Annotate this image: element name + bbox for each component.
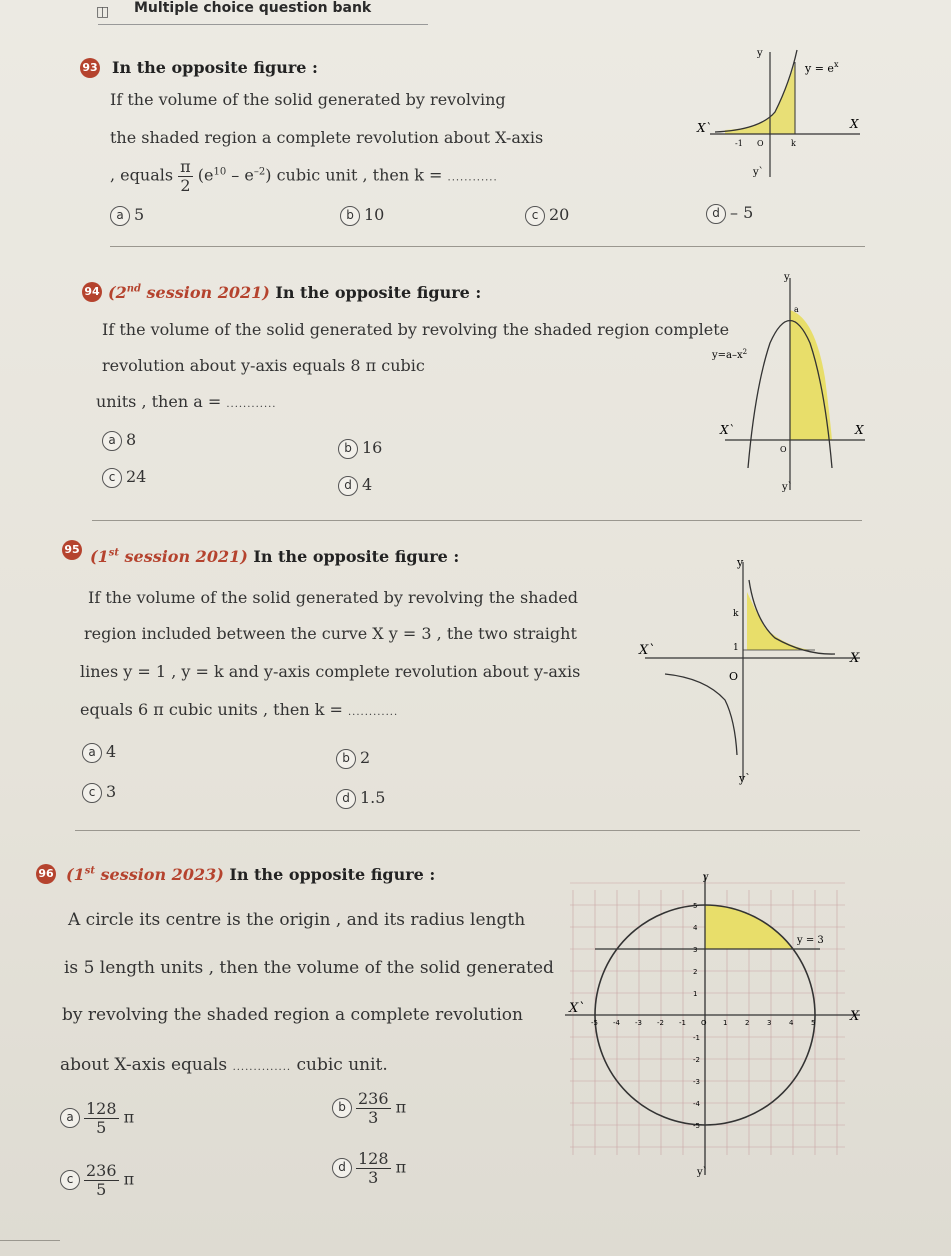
option-b[interactable] (336, 748, 370, 769)
y-prime-label: y` (753, 167, 764, 178)
option-letter: d (336, 789, 356, 809)
y-label: y (703, 872, 709, 883)
option-b[interactable] (338, 438, 382, 459)
origin-label: O (780, 445, 787, 454)
x-tick-label: -2 (657, 1019, 664, 1027)
x-tick-label: -5 (591, 1019, 598, 1027)
x-prime-label: X` (697, 121, 712, 135)
option-text: 20 (549, 205, 570, 224)
y-tick-label: 1 (693, 990, 698, 998)
question-text: equals 6 π cubic units , then k = ............ (80, 700, 399, 719)
y-label: y (737, 556, 744, 569)
x-prime-label: X` (569, 1001, 585, 1016)
question-heading: (1st session 2021) In the opposite figure : (90, 547, 460, 566)
x-ticks (591, 1019, 815, 1027)
x-tick-label: -1 (679, 1019, 686, 1027)
fraction: $\frac{\pi}{2}$ (180, 157, 191, 195)
question-text: revolution about y-axis equals 8 π cubic (102, 356, 425, 375)
option-b[interactable] (332, 1090, 406, 1126)
curve-lower (665, 674, 737, 755)
divider (75, 830, 860, 831)
x-label: X (855, 423, 864, 437)
question-heading: (1st session 2023) In the opposite figure : (66, 865, 436, 884)
fraction: $\frac{128}{3}$ (358, 1149, 389, 1187)
header-title: Multiple choice question bank (134, 0, 372, 16)
option-a[interactable] (102, 430, 136, 451)
option-letter: c (525, 206, 545, 226)
question-text: , equals $\frac{\pi}{2}$ $(e^{10} - e^{-2})$ cubic unit , then k = ............ (110, 157, 498, 195)
curve-label: $y = e^x$ (805, 60, 839, 75)
divider (92, 520, 862, 521)
question-heading: (2nd session 2021) In the opposite figure : (108, 283, 482, 302)
answer-blank[interactable]: .............. (232, 1062, 292, 1073)
x-tick-label: -4 (613, 1019, 620, 1027)
line-label: y = 3 (797, 935, 824, 946)
option-text: 24 (126, 467, 147, 486)
option-text: 4 (106, 742, 117, 761)
k-label: k (733, 609, 739, 619)
question-text: is 5 length units , then the volume of the solid generated (64, 958, 554, 978)
option-d[interactable] (338, 475, 372, 496)
answer-blank[interactable]: ............ (348, 707, 399, 718)
question-text: lines y = 1 , y = k and y-axis complete revolution about y-axis (80, 662, 581, 681)
option-letter: a (60, 1108, 80, 1128)
option-letter: c (82, 783, 102, 803)
tick-label: -1 (735, 139, 743, 148)
option-text: 1.5 (360, 788, 386, 807)
option-a[interactable] (82, 742, 116, 763)
origin-label: O (729, 670, 739, 683)
y-ticks (693, 902, 701, 1130)
option-text: 2 (360, 748, 371, 767)
x-tick-label: 5 (811, 1019, 816, 1027)
book-icon: ◫ (96, 4, 110, 20)
fraction: $\frac{236}{3}$ (358, 1089, 389, 1127)
question-number: 95 (62, 540, 82, 560)
question-text: the shaded region a complete revolution about X-axis (110, 128, 544, 147)
option-a[interactable] (110, 205, 144, 226)
question-text: region included between the curve X y = 3 , the two straight (84, 624, 577, 643)
option-a[interactable] (60, 1100, 134, 1136)
question-heading: In the opposite figure : (112, 58, 318, 77)
tick-label: O (757, 139, 764, 148)
option-text: 5 (134, 205, 145, 224)
question-text: about X-axis equals .............. cubic unit. (60, 1055, 388, 1075)
figure-circle (565, 870, 865, 1180)
pi-symbol: π (123, 1169, 135, 1189)
option-letter: c (60, 1170, 80, 1190)
y-tick-label: 2 (693, 968, 698, 976)
x-tick-label: O (701, 1019, 707, 1027)
option-c[interactable] (525, 205, 569, 226)
x-prime-label: X` (720, 423, 735, 437)
pi-symbol: π (395, 1157, 407, 1177)
answer-blank[interactable]: ............ (226, 399, 277, 410)
y-prime-label: y` (782, 482, 793, 493)
pi-symbol: π (395, 1097, 407, 1117)
option-b[interactable] (340, 205, 384, 226)
question-text: by revolving the shaded region a complete revolution (62, 1005, 523, 1025)
option-c[interactable] (102, 467, 146, 488)
y-tick-label: 5 (693, 902, 698, 910)
option-letter: a (82, 743, 102, 763)
x-tick-label: -3 (635, 1019, 642, 1027)
question-text: If the volume of the solid generated by revolving the shaded (88, 588, 579, 607)
x-prime-label: X` (639, 643, 655, 658)
question-number: 93 (80, 58, 100, 78)
divider (110, 246, 865, 247)
figure-parabola (700, 268, 880, 498)
option-letter: b (340, 206, 360, 226)
question-text: units , then a = ............ (96, 392, 277, 411)
x-tick-label: 3 (767, 1019, 772, 1027)
option-text: 8 (126, 430, 137, 449)
question-text: If the volume of the solid generated by revolving the shaded region complete (102, 320, 730, 339)
option-letter: b (336, 749, 356, 769)
option-letter: d (332, 1158, 352, 1178)
figure-hyperbola (625, 550, 870, 790)
shaded-region (790, 310, 832, 440)
text-equals: , equals (110, 165, 174, 185)
option-d[interactable] (706, 203, 753, 224)
x-label: X (850, 1009, 860, 1024)
option-letter: d (706, 204, 726, 224)
y-tick-label: -4 (693, 1100, 700, 1108)
question-text: If the volume of the solid generated by revolving (110, 90, 506, 109)
option-c[interactable] (82, 782, 116, 803)
option-text: 16 (362, 438, 383, 457)
x-tick-label: 2 (745, 1019, 750, 1027)
question-number: 94 (82, 282, 102, 302)
fraction: $\frac{236}{5}$ (86, 1161, 117, 1199)
figure-exp-curve (695, 42, 870, 187)
tick-label: k (791, 139, 796, 148)
y-tick-label: -3 (693, 1078, 700, 1086)
y-tick-label: 3 (693, 946, 698, 954)
y-tick-label: -2 (693, 1056, 700, 1064)
option-c[interactable] (60, 1162, 134, 1198)
a-label: a (794, 305, 799, 314)
y-tick-label: 4 (693, 924, 698, 932)
one-label: 1 (733, 643, 739, 653)
x-tick-label: 4 (789, 1019, 794, 1027)
option-text: 3 (106, 782, 117, 801)
page-header (98, 0, 428, 25)
y-label: y (784, 272, 790, 283)
x-label: X (850, 651, 860, 666)
y-tick-label: -5 (693, 1122, 700, 1130)
y-tick-label: -1 (693, 1034, 700, 1042)
y-prime-label: y` (739, 772, 751, 785)
curve-label: $y=a-x^2$ (712, 348, 748, 361)
option-letter: a (102, 431, 122, 451)
question-text: A circle its centre is the origin , and its radius length (68, 910, 526, 930)
pi-symbol: π (123, 1107, 135, 1127)
x-tick-label: 1 (723, 1019, 728, 1027)
option-letter: b (332, 1098, 352, 1118)
option-text: – 5 (730, 203, 754, 222)
option-text: 10 (364, 205, 385, 224)
fraction: $\frac{128}{5}$ (86, 1099, 117, 1137)
option-text: 4 (362, 475, 373, 494)
option-d[interactable] (332, 1150, 406, 1186)
option-d[interactable] (336, 788, 385, 809)
y-prime-label: y` (697, 1167, 708, 1178)
question-number: 96 (36, 864, 56, 884)
shaded-region (747, 592, 810, 650)
x-label: X (850, 117, 859, 131)
option-letter: c (102, 468, 122, 488)
y-label: y (757, 48, 763, 59)
option-letter: b (338, 439, 358, 459)
answer-blank[interactable]: ............ (447, 172, 498, 184)
option-letter: a (110, 206, 130, 226)
option-letter: d (338, 476, 358, 496)
divider (0, 1240, 60, 1241)
